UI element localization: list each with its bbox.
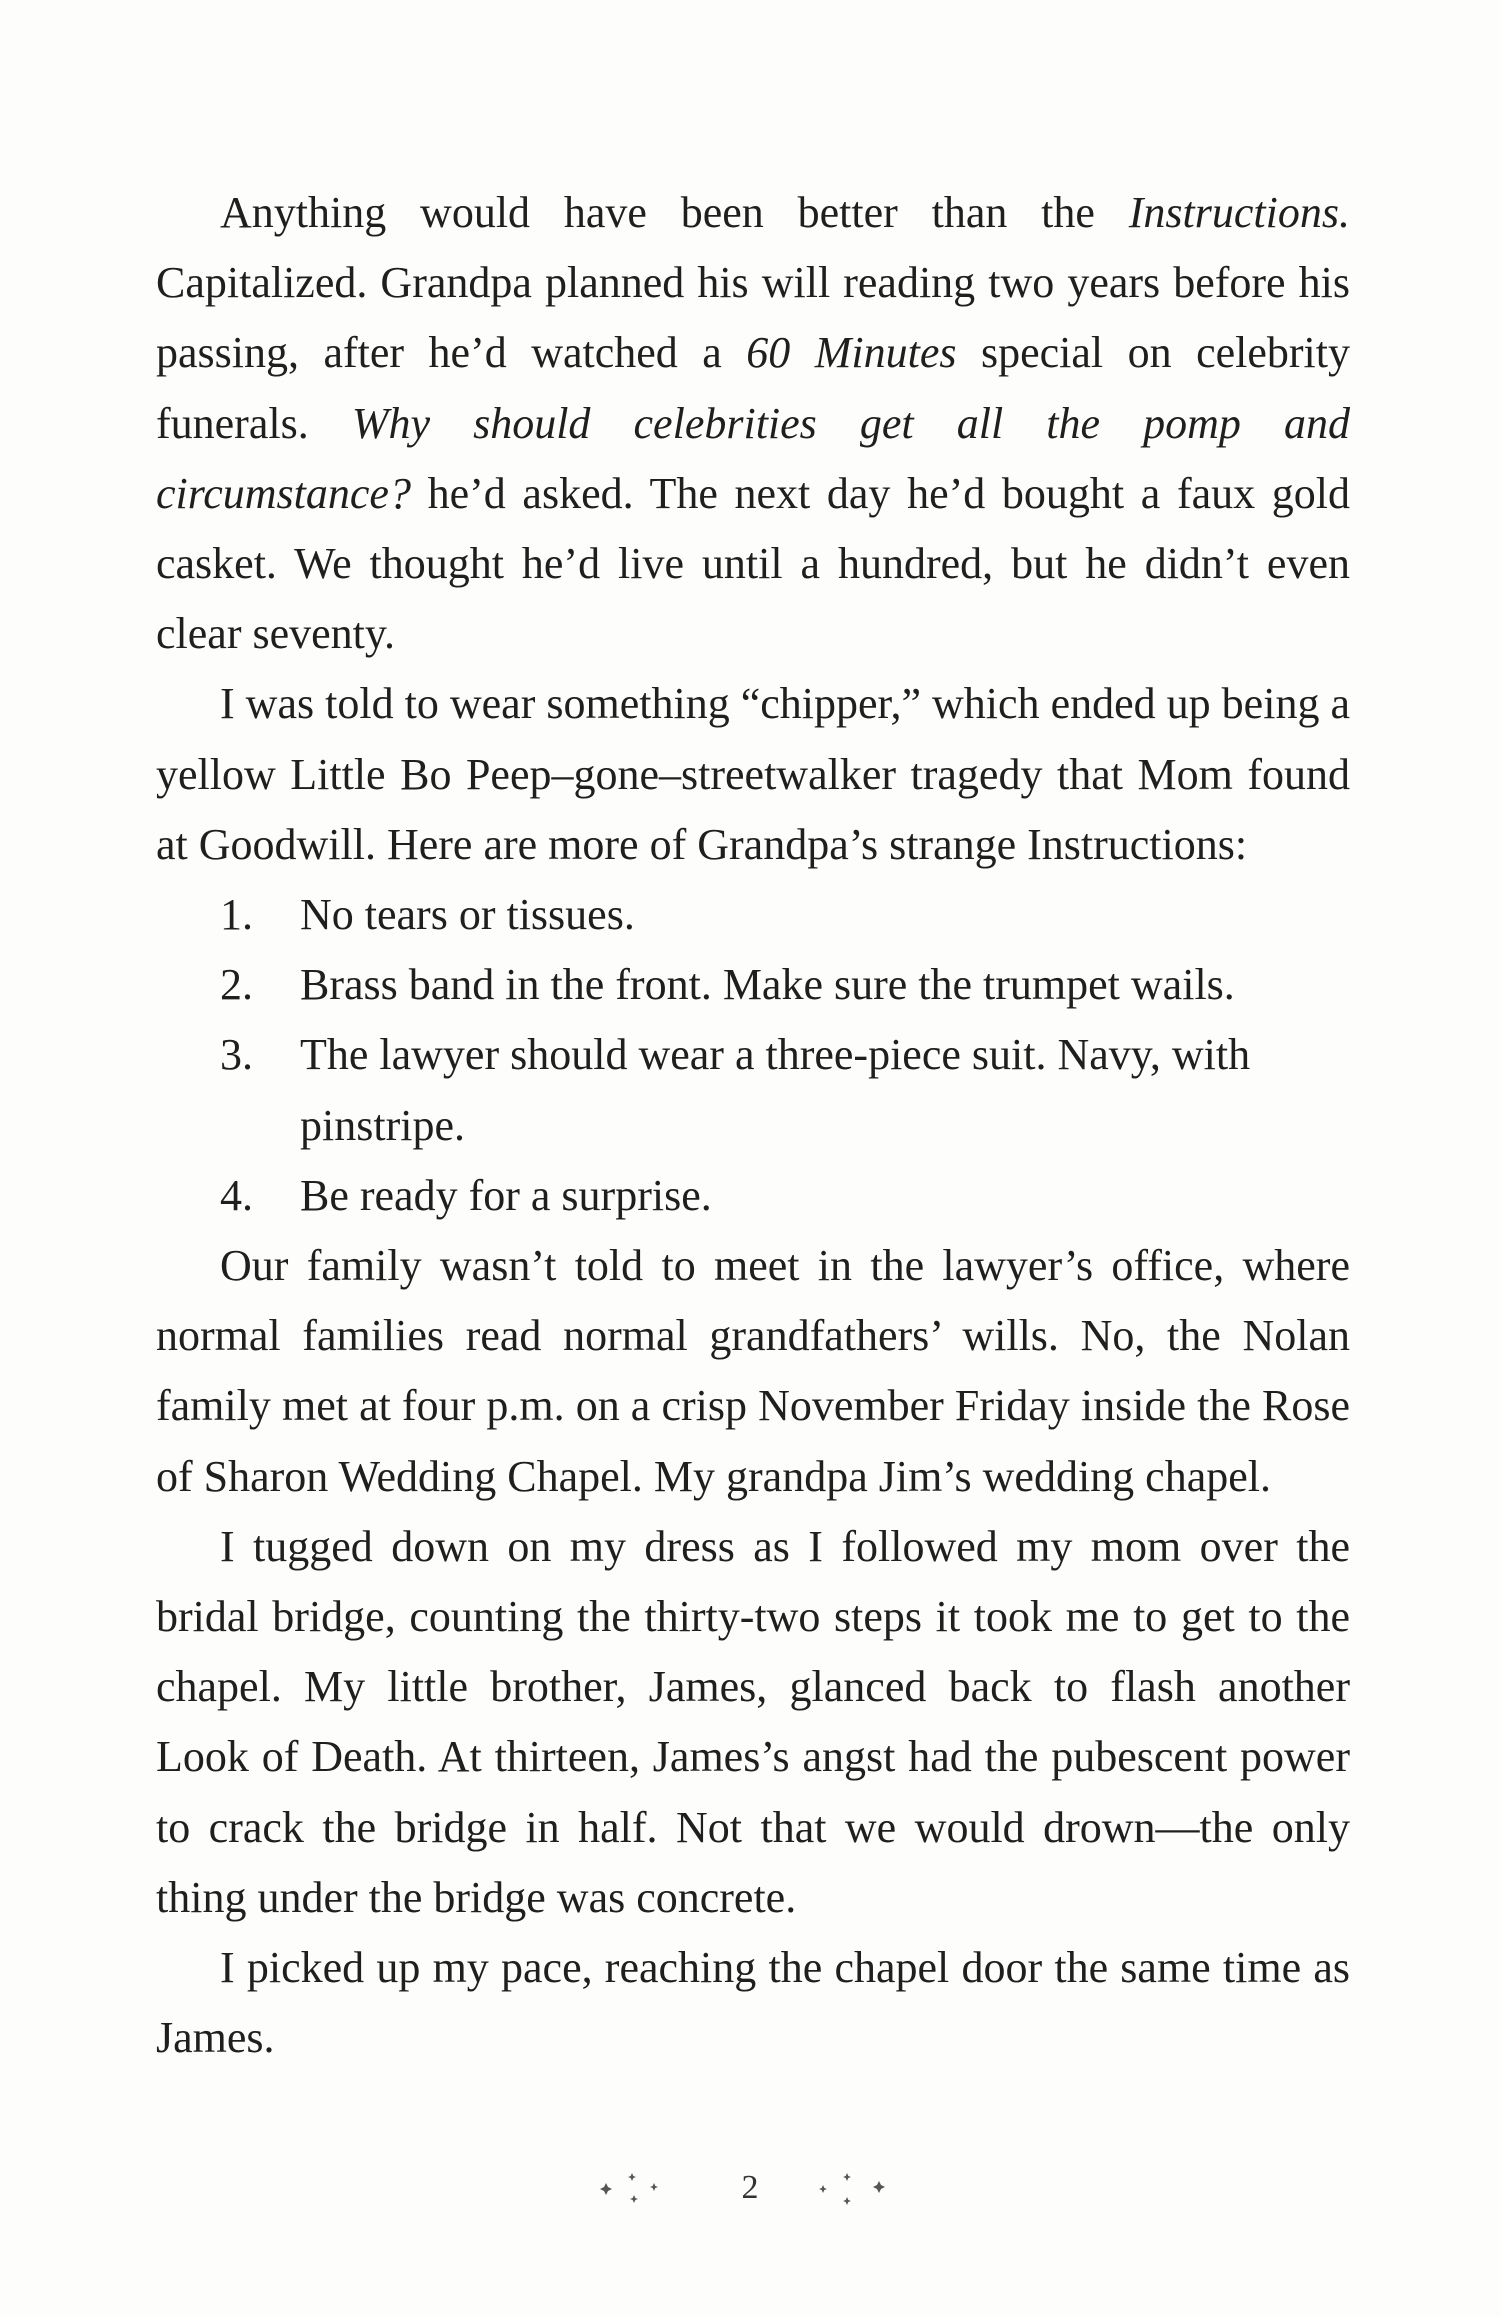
list-item xyxy=(156,1020,1350,1160)
quote-emphasis: Why should celebrities get all the pomp and circumstance? xyxy=(156,398,1350,518)
list-item xyxy=(156,1161,1350,1231)
sparkle-cluster-icon xyxy=(799,2163,909,2213)
paragraph-1-text-c: Capitalized. Grandpa planned his will reading two years before his passing, after he’d watched a xyxy=(156,258,1350,378)
list-text: No tears or tissues. xyxy=(300,890,635,940)
list-text: The lawyer should wear a three-piece suit. Navy, with pinstripe. xyxy=(300,1030,1251,1150)
list-text: Be ready for a surprise. xyxy=(300,1170,712,1220)
paragraph-2: I was told to wear something “chipper,” which ended up being a yellow Little Bo Peep–gone–streetwalker tragedy that Mom found at Goodwill. Here are more of Grandpa’s strange Instructions: xyxy=(156,679,1350,869)
list-item xyxy=(156,880,1350,950)
list-number: 2. xyxy=(220,960,253,1010)
paragraph-1-text-a: Anything would have been better than the xyxy=(220,188,1129,237)
instructions-list xyxy=(156,880,1350,1231)
page-number: 2 xyxy=(741,2169,759,2206)
page-body xyxy=(156,178,1350,2073)
list-number: 3. xyxy=(220,1030,253,1080)
page-footer xyxy=(0,2168,1500,2208)
show-title-emphasis: 60 Minutes xyxy=(746,328,957,378)
sparkle-cluster-icon xyxy=(592,2163,702,2213)
paragraph-3: Our family wasn’t told to meet in the lawyer’s office, where normal families read normal grandfathers’ wills. No, the Nolan family met at four p.m. on a crisp November Friday inside the Rose of Sharon Wedding Chapel. My grandpa Jim’s wedding chapel. xyxy=(156,1241,1350,1501)
instructions-emphasis: Instructions. xyxy=(1128,188,1350,237)
list-item xyxy=(156,950,1350,1020)
paragraph-4: I tugged down on my dress as I followed my mom over the bridal bridge, counting the thirty-two steps it took me to get to the chapel. My little brother, James, glanced back to flash another Look of Death. At thirteen, James’s angst had the pubescent power to crack the bridge in half. Not that we would drown—the only thing under the bridge was concrete. xyxy=(156,1521,1350,1922)
paragraph-1 xyxy=(156,178,1350,669)
paragraph-5: I picked up my pace, reaching the chapel door the same time as James. xyxy=(156,1943,1350,2063)
paragraph-1-text-g: he’d asked. The next day he’d bought a faux gold casket. We thought he’d live until a hundred, but he didn’t even clear seventy. xyxy=(156,468,1350,659)
paragraph-1-text-e: special on celebrity funerals. xyxy=(156,328,1350,448)
list-number: 4. xyxy=(220,1170,253,1220)
list-number: 1. xyxy=(220,890,253,940)
list-text: Brass band in the front. Make sure the trumpet wails. xyxy=(300,960,1235,1010)
